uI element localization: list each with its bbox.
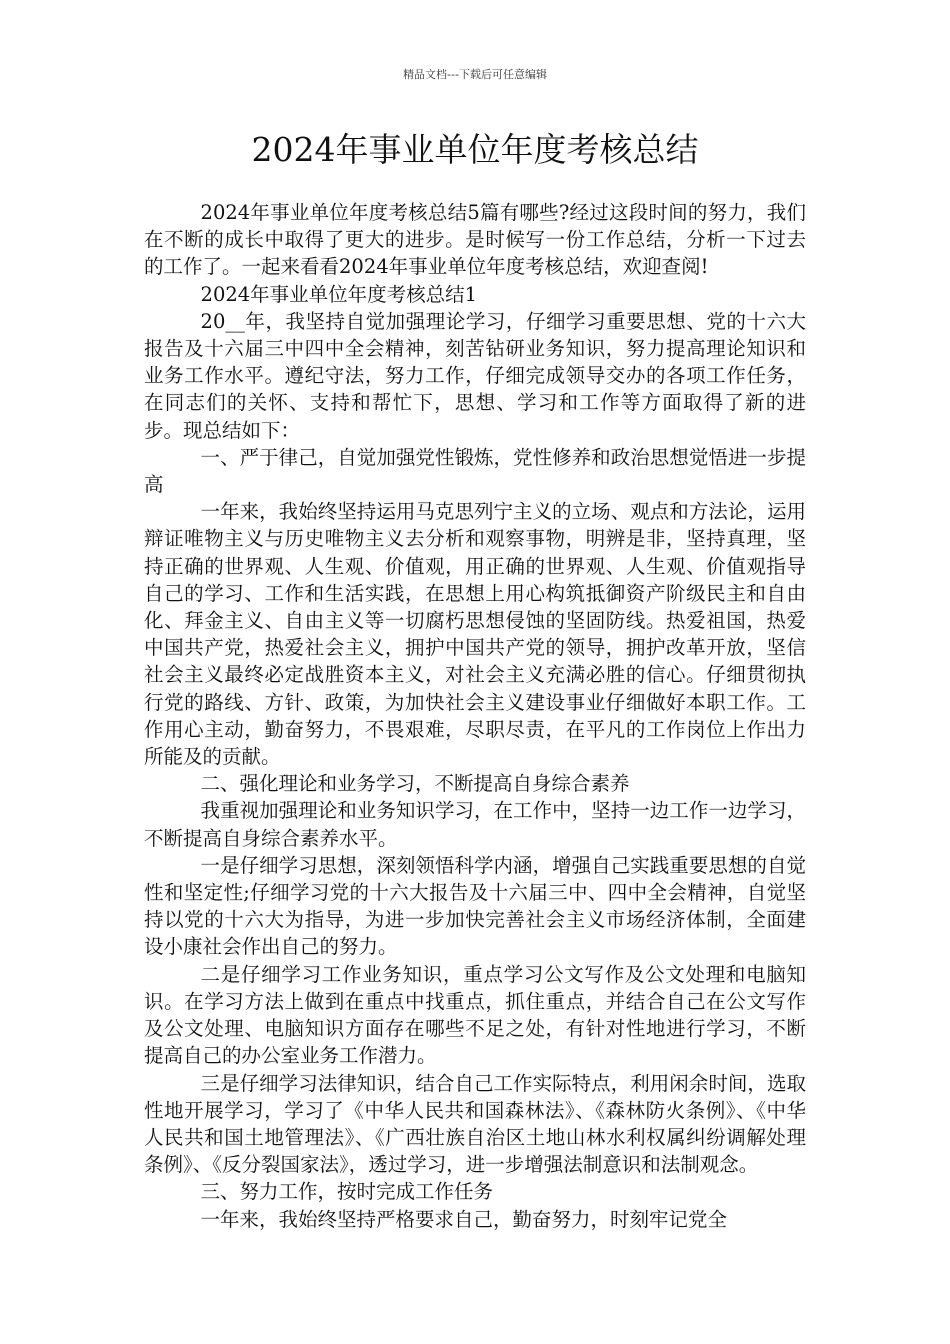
section-heading-summary-1: 2024年事业单位年度考核总结1 (200, 282, 478, 306)
document-body (144, 199, 806, 1233)
body-paragraph: 一年来，我始终坚持严格要求自己，勤奋努力，时刻牢记党全 (200, 1207, 728, 1231)
body-paragraph: 三是仔细学习法律知识，结合自己工作实际特点，利用闲余时间，选取性地开展学习，学习了《中华人民共和国森林法》、《森林防火条例》、《中华人民共和国土地管理法》、《广西壮族自治区土地山林水利权属纠纷调解处理条例》、《反分裂国家法》，透过学习，进一步增强法制意识和法制观念。 (144, 1071, 806, 1177)
body-paragraph: 20__年，我坚持自觉加强理论学习，仔细学习重要思想、党的十六大报告及十六届三中四中全会精神，刻苦钻研业务知识，努力提高理论知识和业务工作水平。遵纪守法，努力工作，仔细完成领导交办的各项工作任务，在同志们的关怀、支持和帮忙下，思想、学习和工作等方面取得了新的进步。现总结如下： (144, 309, 806, 442)
intro-paragraph: 2024年事业单位年度考核总结5篇有哪些?经过这段时间的努力，我们在不断的成长中取得了更大的进步。是时候写一份工作总结，分析一下过去的工作了。一起来看看2024年事业单位年度考核总结，欢迎查阅! (144, 201, 806, 279)
body-paragraph: 一是仔细学习思想，深刻领悟科学内涵，增强自己实践重要思想的自觉性和坚定性;仔细学习党的十六大报告及十六届三中、四中全会精神，自觉坚持以党的十六大为指导，为进一步加快完善社会主义市场经济体制，全面建设小康社会作出自己的努力。 (144, 853, 806, 959)
body-paragraph: 二是仔细学习工作业务知识，重点学习公文写作及公文处理和电脑知识。在学习方法上做到在重点中找重点，抓住重点，并结合自己在公文写作及公文处理、电脑知识方面存在哪些不足之处，有针对性地进行学习，不断提高自己的办公室业务工作潜力。 (144, 962, 806, 1068)
section-heading-2: 二、强化理论和业务学习，不断提高自身综合素养 (200, 772, 630, 796)
section-heading-3: 三、努力工作，按时完成工作任务 (200, 1180, 494, 1204)
page-header: 精品文档---下载后可任意编辑 (403, 68, 547, 81)
section-heading-1: 一、严于律己，自觉加强党性锻炼，党性修养和政治思想觉悟进一步提高 (144, 445, 806, 497)
body-paragraph: 一年来，我始终坚持运用马克思列宁主义的立场、观点和方法论，运用辩证唯物主义与历史唯物主义去分析和观察事物，明辨是非，坚持真理，坚持正确的世界观、人生观、价值观，用正确的世界观、人生观、价值观指导自己的学习、工作和生活实践，在思想上用心构筑抵御资产阶级民主和自由化、拜金主义、自由主义等一切腐朽思想侵蚀的坚固防线。热爱祖国，热爱中国共产党，热爱社会主义，拥护中国共产党的领导，拥护改革开放，坚信社会主义最终必定战胜资本主义，对社会主义充满必胜的信心。仔细贯彻执行党的路线、方针、政策，为加快社会主义建设事业仔细做好本职工作。工作用心主动，勤奋努力，不畏艰难，尽职尽责，在平凡的工作岗位上作出力所能及的贡献。 (144, 500, 806, 769)
body-paragraph: 我重视加强理论和业务知识学习，在工作中，坚持一边工作一边学习，不断提高自身综合素养水平。 (144, 799, 806, 850)
document-title: 2024年事业单位年度考核总结 (251, 130, 699, 169)
